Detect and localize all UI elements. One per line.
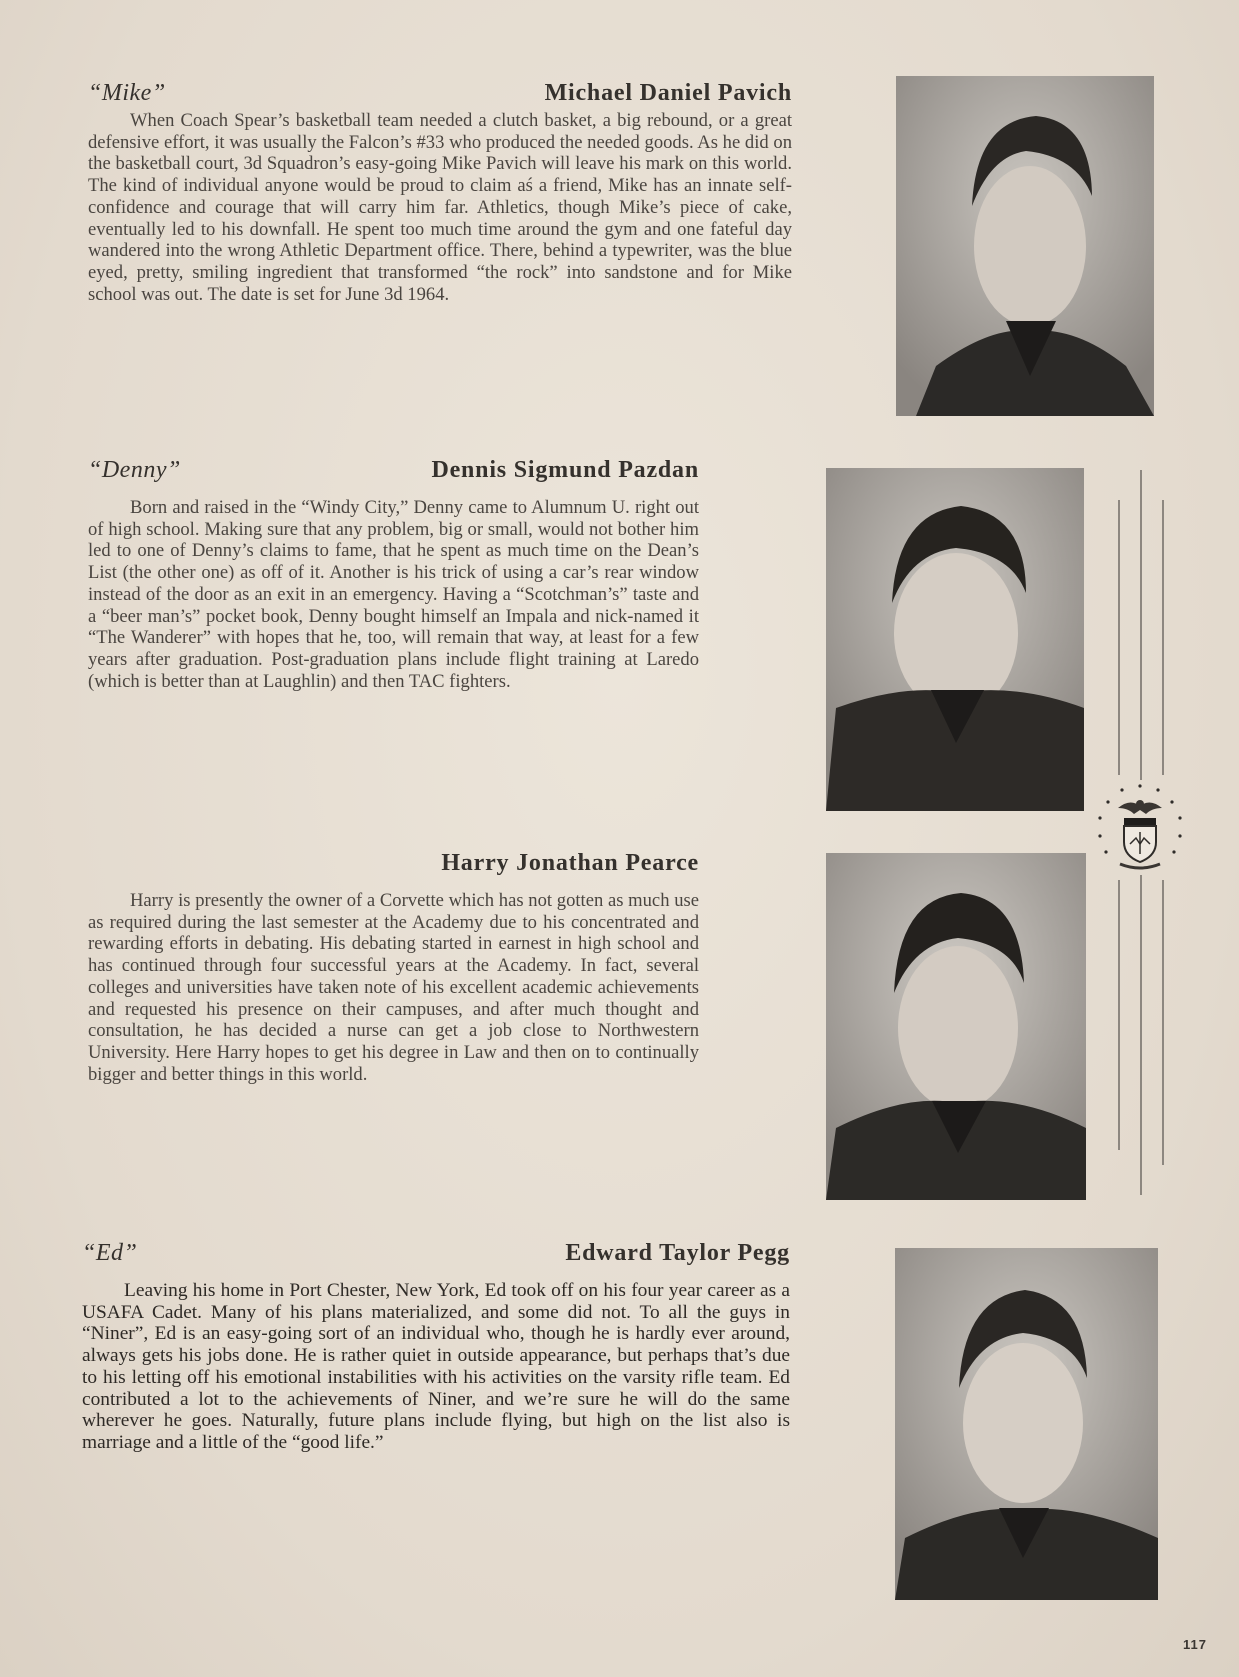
full-name: Michael Daniel Pavich: [544, 80, 792, 106]
decorative-rule: [1140, 470, 1142, 780]
nickname: “Mike”: [88, 80, 166, 106]
decorative-rule: [1118, 880, 1120, 1150]
full-name: Edward Taylor Pegg: [565, 1240, 790, 1266]
entry-header: [82, 1240, 790, 1274]
full-name: Dennis Sigmund Pazdan: [431, 457, 699, 483]
biography: Born and raised in the “Windy City,” Denny came to Alumnum U. right out of high school. Making sure that any problem, big or small, would not bother him led to one of Denny’s claims to fame, that he spent as much time on the Dean’s List (the other one) as off of it. Another is his trick of using a car’s rear window instead of the door as an exit in an emergency. Having a “Scotchman’s” taste and a “beer man’s” pocket book, Denny bought himself an Impala and nick-named it “The Wanderer” with hopes that he, too, will remain that way, at least for a few years after graduation. Post-graduation plans include flight training at Laredo (which is better than at Laughlin) and then TAC fighters.: [88, 497, 699, 692]
decorative-rule: [1162, 880, 1164, 1165]
biography: Harry is presently the owner of a Corvette which has not gotten as much use as required during the last semester at the Academy due to his concentrated and rewarding efforts in debating. His debating started in earnest in high school and has continued through four successful years at the Academy. In fact, several colleges and universities have taken note of his excellent academic achievements and requested his presence on their campuses, and after much thought and consultation, he has decided a nurse can get a job close to Northwestern University. Here Harry hopes to get his degree in Law and then on to continually bigger and better things in this world.: [88, 890, 699, 1085]
cadet-portrait-photo: [826, 853, 1086, 1200]
biography: Leaving his home in Port Chester, New York, Ed took off on his four year career as a USAFA Cadet. Many of his plans materialized, and some did not. To all the guys in “Niner”, Ed is an easy-going sort of an individual who, though he is hardly ever around, always gets his jobs done. He is rather quiet in outside appearance, but perhaps that’s due to his letting off his emotional instabilities with his activities on the varsity rifle team. Ed contributed a lot to the achievements of Niner, and we’re sure he will do the same wherever he goes. Naturally, future plans include flying, but high on the list also is marriage and a little of the “good life.”: [82, 1280, 790, 1453]
decorative-rule: [1118, 500, 1120, 775]
entry-header: [88, 80, 792, 114]
cadet-portrait-photo: [826, 468, 1084, 811]
page-number: 117: [1183, 1637, 1207, 1652]
cadet-portrait-photo: [895, 1248, 1158, 1600]
biography: When Coach Spear’s basketball team needed a clutch basket, a big rebound, or a great defensive effort, it was usually the Falcon’s #33 who produced the needed goods. As he did on the basketball court, 3d Squadron’s easy-going Mike Pavich will leave his mark on this world. The kind of individual anyone would be proud to claim aś a friend, Mike has an innate self-confidence and courage that will carry him far. Athletics, though Mike’s piece of cake, eventually led to his downfall. He spent too much time around the gym and one fateful day wandered into the wrong Athletic Department office. There, behind a typewriter, was the blue eyed, pretty, smiling ingredient that transformed “the rock” into sandstone and for Mike school was out. The date is set for June 3d 1964.: [88, 110, 792, 305]
nickname: “Ed”: [82, 1240, 138, 1266]
cadet-portrait-photo: [896, 76, 1154, 416]
decorative-rule: [1140, 875, 1142, 1195]
entry-header: [88, 850, 699, 884]
decorative-rule: [1162, 500, 1164, 775]
air-force-academy-crest-icon: [1090, 780, 1190, 880]
entry-header: [88, 457, 699, 491]
full-name: Harry Jonathan Pearce: [441, 850, 699, 876]
nickname: “Denny”: [88, 457, 181, 483]
